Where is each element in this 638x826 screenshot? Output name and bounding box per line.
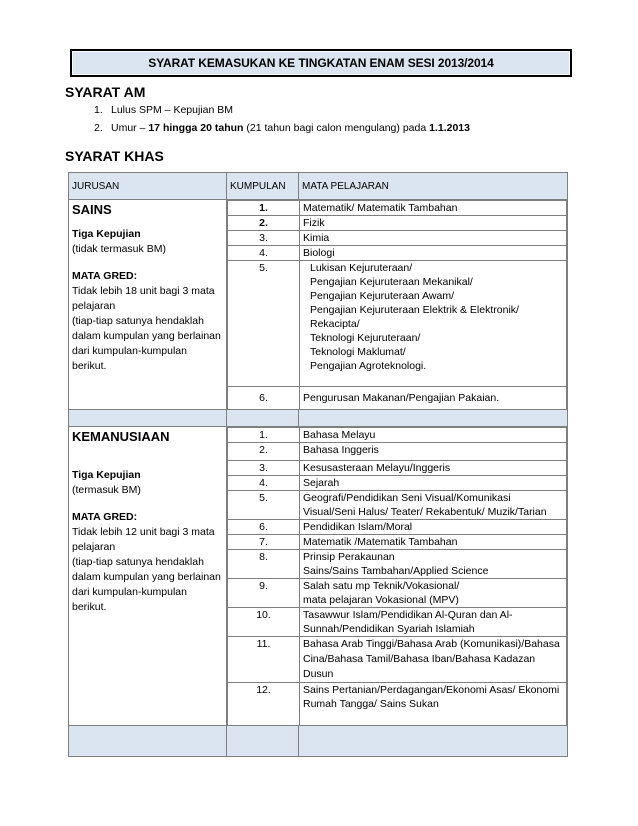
sains-subjects <box>227 200 567 409</box>
item-number: 1. <box>94 104 103 116</box>
subject-row <box>228 579 567 608</box>
subject-name: Salah satu mp Teknik/Vokasional/ mata pelajaran Vokasional (MPV) <box>300 579 567 608</box>
column-header-kumpulan: KUMPULAN <box>227 173 299 200</box>
syarat-am-item-2 <box>94 122 470 134</box>
subject-name: Pengurusan Makanan/Pengajian Pakaian. <box>300 387 567 410</box>
sains-subjects-cell <box>227 200 568 410</box>
subject-name: Sejarah <box>300 476 567 491</box>
subject-row <box>228 387 567 410</box>
subject-row <box>228 216 567 231</box>
subject-number: 7. <box>228 535 300 550</box>
subject-number: 11. <box>228 637 300 683</box>
subject-number: 5. <box>228 491 300 520</box>
subject-name: Geografi/Pendidikan Seni Visual/Komunikasi Visual/Seni Halus/ Teater/ Rekabentuk/ Muzik/Tarian <box>300 491 567 520</box>
subject-number: 1. <box>228 428 300 443</box>
document-title: SYARAT KEMASUKAN KE TINGKATAN ENAM SESI 2013/2014 <box>70 49 572 77</box>
sains-jurusan-cell <box>69 200 227 410</box>
subject-name: Tasawwur Islam/Pendidikan Al-Quran dan Al-Sunnah/Pendidikan Syariah Islamiah <box>300 608 567 637</box>
subject-row <box>228 637 567 683</box>
syarat-khas-table <box>68 172 568 757</box>
column-header-mata-pelajaran: MATA PELAJARAN <box>299 173 568 200</box>
kepujian-title: Tiga Kepujian <box>72 469 141 481</box>
subject-row <box>228 246 567 261</box>
jurusan-name: SAINS <box>72 202 112 217</box>
spacer-row <box>69 726 568 757</box>
subject-name: Bahasa Arab Tinggi/Bahasa Arab (Komunikasi)/Bahasa Cina/Bahasa Tamil/Bahasa Iban/Bahasa Kadazan Dusun <box>300 637 567 683</box>
kemanusiaan-subjects <box>227 427 567 725</box>
spacer-row <box>69 410 568 427</box>
subject-row <box>228 520 567 535</box>
subject-number: 6. <box>228 387 300 410</box>
subject-number: 6. <box>228 520 300 535</box>
subject-row <box>228 461 567 476</box>
subject-name: Matematik/ Matematik Tambahan <box>300 201 567 216</box>
subject-row <box>228 201 567 216</box>
subject-number: 5. <box>228 261 300 387</box>
cutoff-date: 1.1.2013 <box>429 122 470 134</box>
syarat-am-item-1 <box>94 104 233 116</box>
subject-number: 2. <box>228 216 300 231</box>
jurusan-name: KEMANUSIAAN <box>72 429 170 444</box>
subject-name: Sains Pertanian/Perdagangan/Ekonomi Asas/ Ekonomi Rumah Tangga/ Sains Sukan <box>300 683 567 726</box>
sains-row <box>69 200 568 410</box>
kepujian-title: Tiga Kepujian <box>72 228 141 240</box>
syarat-khas-heading: SYARAT KHAS <box>65 148 164 164</box>
subject-name: Lukisan Kejuruteraan/ Pengajian Kejuruteraan Mekanikal/ Pengajian Kejuruteraan Awam/ Pengajian Kejuruteraan Elektrik & Elektronik/ Rekacipta/ Teknologi Kejuruteraan/ Teknologi Maklumat/ Pengajian Agroteknologi. <box>300 261 567 387</box>
subject-row <box>228 608 567 637</box>
subject-row <box>228 491 567 520</box>
kemanusiaan-jurusan-cell <box>69 427 227 726</box>
subject-row <box>228 535 567 550</box>
subject-number: 3. <box>228 231 300 246</box>
column-header-jurusan: JURUSAN <box>69 173 227 200</box>
item-number: 2. <box>94 122 103 134</box>
subject-name: Biologi <box>300 246 567 261</box>
table-header-row <box>69 173 568 200</box>
subject-number: 4. <box>228 476 300 491</box>
subject-number: 1. <box>228 201 300 216</box>
subject-name: Prinsip Perakaunan Sains/Sains Tambahan/Applied Science <box>300 550 567 579</box>
subject-row <box>228 550 567 579</box>
subject-number: 4. <box>228 246 300 261</box>
subject-name: Kimia <box>300 231 567 246</box>
kepujian-note: (termasuk BM) <box>72 484 141 496</box>
gred-text: Tidak lebih 18 unit bagi 3 mata pelajaran (tiap-tiap satunya hendaklah dalam kumpulan yang berlainan dari kumpulan-kumpulan berikut. <box>72 285 221 372</box>
item-text-post: (21 tahun bagi calon mengulang) pada <box>243 122 430 134</box>
subject-name: Fizik <box>300 216 567 231</box>
kepujian-note: (tidak termasuk BM) <box>72 243 166 255</box>
subject-name: Pendidikan Islam/Moral <box>300 520 567 535</box>
subject-number: 8. <box>228 550 300 579</box>
subject-name: Kesusasteraan Melayu/Inggeris <box>300 461 567 476</box>
gred-text: Tidak lebih 12 unit bagi 3 mata pelajaran (tiap-tiap satunya hendaklah dalam kumpulan yang berlainan dari kumpulan-kumpulan berikut. <box>72 526 221 613</box>
subject-row <box>228 443 567 461</box>
subject-name: Bahasa Melayu <box>300 428 567 443</box>
subject-number: 9. <box>228 579 300 608</box>
syarat-am-heading: SYARAT AM <box>65 84 146 100</box>
subject-row <box>228 683 567 726</box>
subject-row <box>228 261 567 387</box>
gred-label: MATA GRED: <box>72 511 138 523</box>
subject-number: 12. <box>228 683 300 726</box>
subject-number: 10. <box>228 608 300 637</box>
gred-label: MATA GRED: <box>72 270 138 282</box>
age-range: 17 hingga 20 tahun <box>148 122 244 134</box>
subject-number: 3. <box>228 461 300 476</box>
subject-row <box>228 231 567 246</box>
subject-name: Matematik /Matematik Tambahan <box>300 535 567 550</box>
kemanusiaan-subjects-cell <box>227 427 568 726</box>
item-text-pre: Umur – <box>111 122 149 134</box>
item-text: Lulus SPM – Kepujian BM <box>111 104 233 116</box>
subject-row <box>228 428 567 443</box>
subject-number: 2. <box>228 443 300 461</box>
kemanusiaan-row <box>69 427 568 726</box>
subject-name: Bahasa Inggeris <box>300 443 567 461</box>
subject-row <box>228 476 567 491</box>
